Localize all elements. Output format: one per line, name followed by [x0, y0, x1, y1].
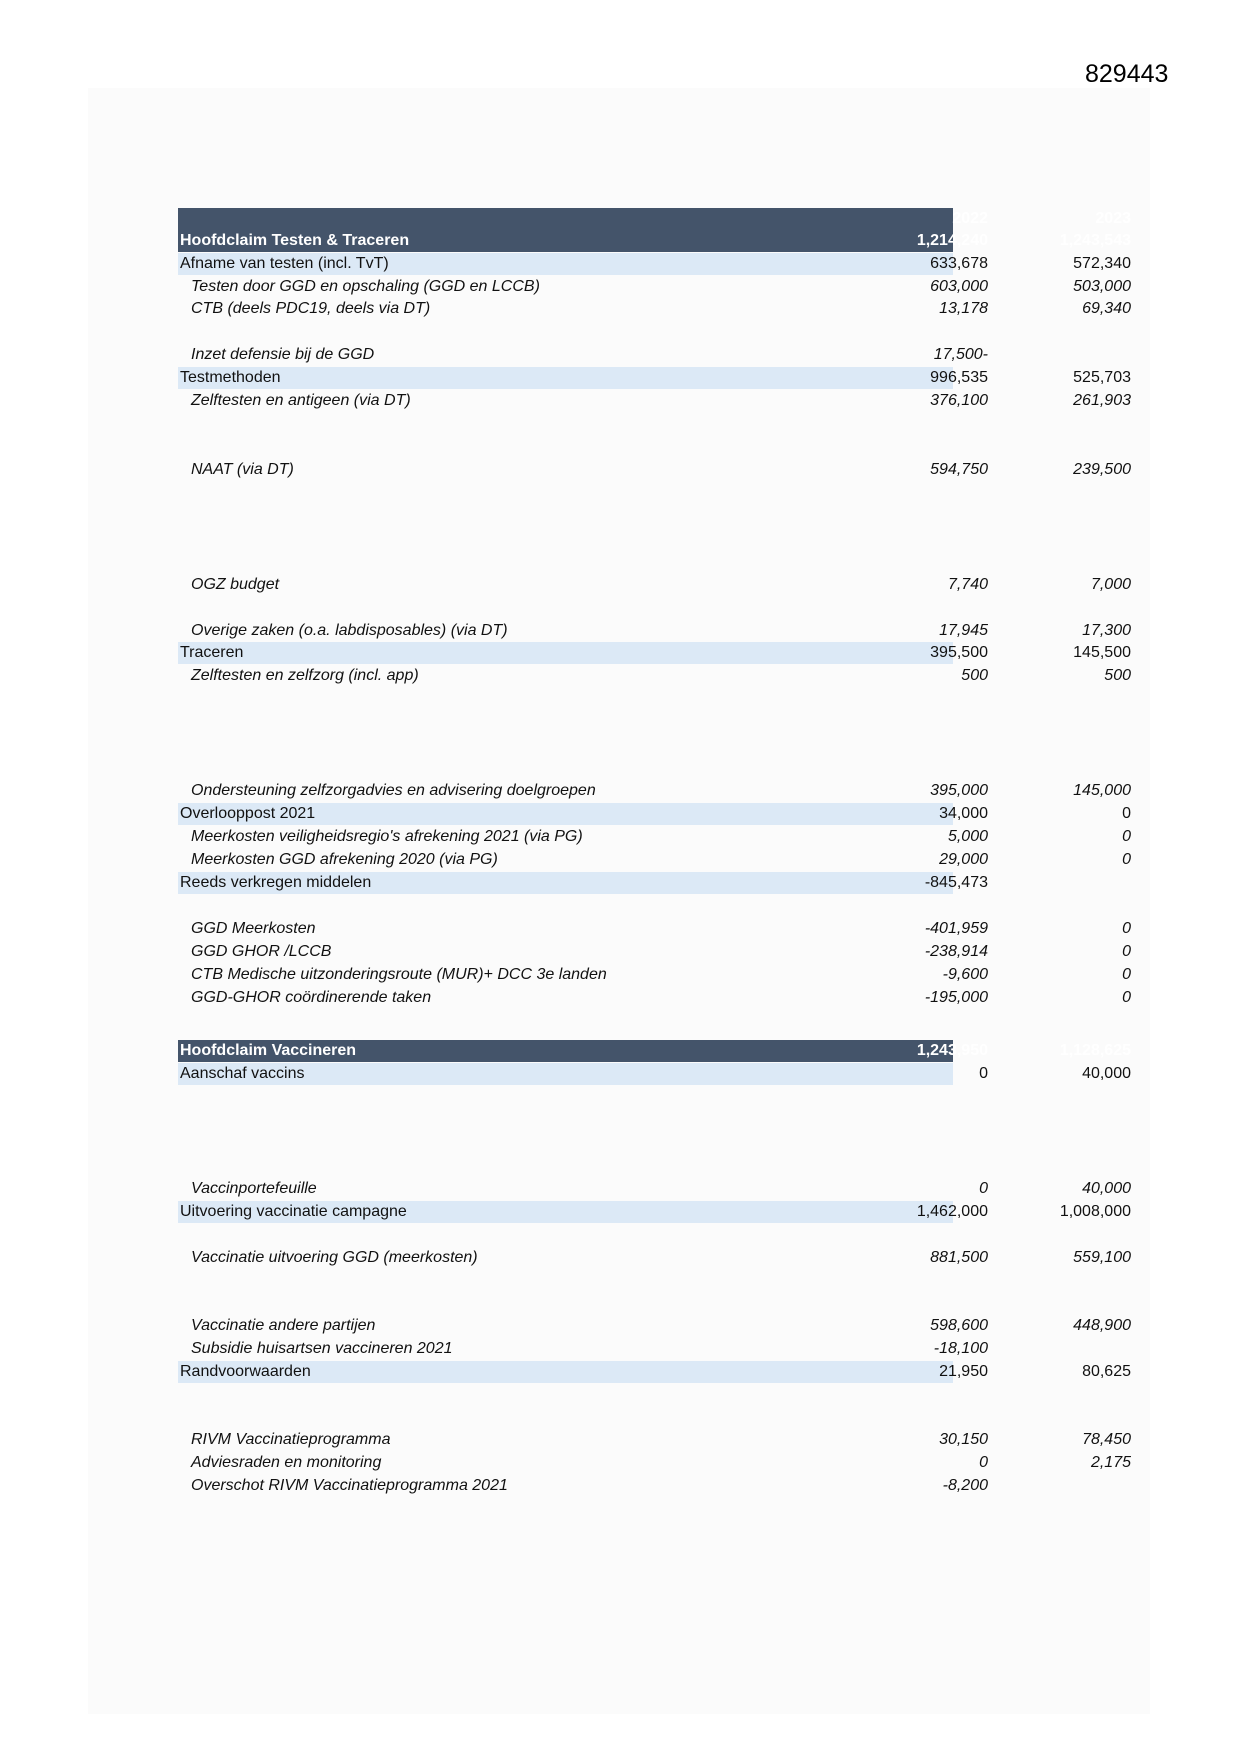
row-label: Inzet defensie bij de GGD	[191, 346, 375, 363]
row-label: CTB (deels PDC19, deels via DT)	[191, 300, 431, 317]
document-id: 829443	[1085, 60, 1169, 88]
year-header-2023: 2023	[1095, 210, 1131, 227]
value-2022: 500	[961, 667, 988, 684]
value-2023: 2,175	[1090, 1454, 1131, 1471]
value-2022: 5,000	[947, 828, 988, 845]
value-2022: 17,500-	[933, 346, 988, 363]
value-2023: 1,008,000	[1059, 1203, 1131, 1220]
detail-row	[178, 1315, 1131, 1337]
detail-row	[178, 298, 1131, 320]
row-label: NAAT (via DT)	[191, 461, 294, 478]
year-header-2022: 2022	[952, 210, 988, 227]
value-2023: 0	[1122, 851, 1131, 868]
category-row	[178, 253, 1131, 275]
value-2023: 503,000	[1073, 278, 1131, 295]
year-header-band	[178, 208, 1131, 230]
detail-row	[178, 459, 1131, 481]
detail-row	[178, 574, 1131, 596]
value-2023: 500	[1104, 667, 1131, 684]
value-2022: -845,473	[924, 874, 988, 891]
value-2022: 633,678	[930, 255, 988, 272]
value-2022: -195,000	[924, 989, 988, 1006]
category-row	[178, 1361, 1131, 1383]
row-label: Hoofdclaim Vaccineren	[180, 1042, 357, 1059]
value-2023: 559,100	[1073, 1249, 1131, 1266]
row-label: CTB Medische uitzonderingsroute (MUR)+ DCC 3e landen	[191, 966, 607, 983]
value-2023: 1,243,543	[1059, 232, 1131, 249]
detail-row	[178, 941, 1131, 963]
detail-row	[178, 1429, 1131, 1451]
value-2022: 1,214,240	[916, 232, 988, 249]
row-label: GGD-GHOR coördinerende taken	[191, 989, 432, 1006]
row-label: Overige zaken (o.a. labdisposables) (via DT)	[191, 622, 508, 639]
row-label: GGD Meerkosten	[191, 920, 316, 937]
detail-row	[178, 390, 1131, 412]
value-2023: 1,128,625	[1059, 1042, 1131, 1059]
value-2022: 0	[979, 1065, 988, 1082]
detail-row	[178, 918, 1131, 940]
row-label: GGD GHOR /LCCB	[191, 943, 332, 960]
value-2023: 0	[1122, 828, 1131, 845]
detail-row	[178, 1247, 1131, 1269]
value-2022: -8,200	[942, 1477, 988, 1494]
detail-row	[178, 1452, 1131, 1474]
row-label: Zelftesten en antigeen (via DT)	[191, 392, 411, 409]
value-2023: 17,300	[1082, 622, 1131, 639]
value-2023: 0	[1122, 989, 1131, 1006]
detail-row	[178, 665, 1131, 687]
claim-header-row	[178, 1040, 1131, 1062]
row-label: Overschot RIVM Vaccinatieprogramma 2021	[191, 1477, 508, 1494]
value-2022: 395,000	[930, 782, 988, 799]
category-row	[178, 367, 1131, 389]
value-2022: 996,535	[930, 369, 988, 386]
value-2022: 594,750	[930, 461, 988, 478]
value-2022: -238,914	[924, 943, 988, 960]
value-2023: 145,000	[1073, 782, 1131, 799]
value-2023: 448,900	[1073, 1317, 1131, 1334]
row-label: Overlooppost 2021	[180, 805, 316, 822]
value-2023: 80,625	[1082, 1363, 1131, 1380]
detail-row	[178, 780, 1131, 802]
detail-row	[178, 1338, 988, 1360]
value-2023: 0	[1122, 805, 1131, 822]
claim-header-row	[178, 230, 1131, 252]
row-label: Subsidie huisartsen vaccineren 2021	[191, 1340, 453, 1357]
row-label: Randvoorwaarden	[180, 1363, 311, 1380]
value-2023: 572,340	[1073, 255, 1131, 272]
detail-row	[178, 344, 988, 366]
value-2022: 881,500	[930, 1249, 988, 1266]
detail-row	[178, 987, 1131, 1009]
value-2022: 0	[979, 1180, 988, 1197]
value-2022: -401,959	[924, 920, 988, 937]
detail-row	[178, 964, 1131, 986]
row-label: OGZ budget	[191, 576, 280, 593]
row-label: Ondersteuning zelfzorgadvies en advisering doelgroepen	[191, 782, 596, 799]
row-label: Testmethoden	[180, 369, 281, 386]
value-2023: 7,000	[1090, 576, 1131, 593]
value-2023: 40,000	[1082, 1065, 1131, 1082]
value-2023: 261,903	[1073, 392, 1131, 409]
value-2022: 376,100	[930, 392, 988, 409]
row-label: Vaccinatie uitvoering GGD (meerkosten)	[191, 1249, 478, 1266]
value-2022: 21,950	[939, 1363, 988, 1380]
row-label: Aanschaf vaccins	[180, 1065, 305, 1082]
value-2022: -9,600	[942, 966, 988, 983]
value-2022: 13,178	[939, 300, 988, 317]
row-label: Traceren	[180, 644, 244, 661]
row-label: Testen door GGD en opschaling (GGD en LCCB)	[191, 278, 540, 295]
value-2023: 78,450	[1082, 1431, 1131, 1448]
category-row	[178, 1063, 1131, 1085]
value-2022: 29,000	[939, 851, 988, 868]
detail-row	[178, 1475, 988, 1497]
value-2023: 40,000	[1082, 1180, 1131, 1197]
row-label: Reeds verkregen middelen	[180, 874, 372, 891]
value-2023: 0	[1122, 943, 1131, 960]
row-label: Vaccinatie andere partijen	[191, 1317, 376, 1334]
value-2023: 0	[1122, 920, 1131, 937]
row-label: Meerkosten veiligheidsregio's afrekening 2021 (via PG)	[191, 828, 583, 845]
value-2022: -18,100	[933, 1340, 988, 1357]
row-label: RIVM Vaccinatieprogramma	[191, 1431, 391, 1448]
value-2022: 0	[979, 1454, 988, 1471]
detail-row	[178, 826, 1131, 848]
category-row	[178, 803, 1131, 825]
row-label: Hoofdclaim Testen & Traceren	[180, 232, 410, 249]
detail-row	[178, 276, 1131, 298]
value-2023: 525,703	[1073, 369, 1131, 386]
detail-row	[178, 849, 1131, 871]
row-label: Adviesraden en monitoring	[191, 1454, 382, 1471]
row-label: Meerkosten GGD afrekening 2020 (via PG)	[191, 851, 498, 868]
value-2022: 395,500	[930, 644, 988, 661]
value-2022: 603,000	[930, 278, 988, 295]
value-2023: 69,340	[1082, 300, 1131, 317]
row-label: Vaccinportefeuille	[191, 1180, 317, 1197]
category-row	[178, 872, 988, 894]
value-2023: 145,500	[1073, 644, 1131, 661]
row-label: Uitvoering vaccinatie campagne	[180, 1203, 407, 1220]
value-2022: 1,243,950	[916, 1042, 988, 1059]
category-row	[178, 642, 1131, 664]
value-2022: 1,462,000	[916, 1203, 988, 1220]
value-2022: 17,945	[939, 622, 988, 639]
category-row	[178, 1201, 1131, 1223]
detail-row	[178, 1178, 1131, 1200]
value-2023: 0	[1122, 966, 1131, 983]
value-2022: 7,740	[947, 576, 988, 593]
value-2023: 239,500	[1073, 461, 1131, 478]
row-label: Zelftesten en zelfzorg (incl. app)	[191, 667, 419, 684]
value-2022: 30,150	[939, 1431, 988, 1448]
value-2022: 598,600	[930, 1317, 988, 1334]
detail-row	[178, 620, 1131, 642]
row-label: Afname van testen (incl. TvT)	[180, 255, 389, 272]
value-2022: 34,000	[939, 805, 988, 822]
